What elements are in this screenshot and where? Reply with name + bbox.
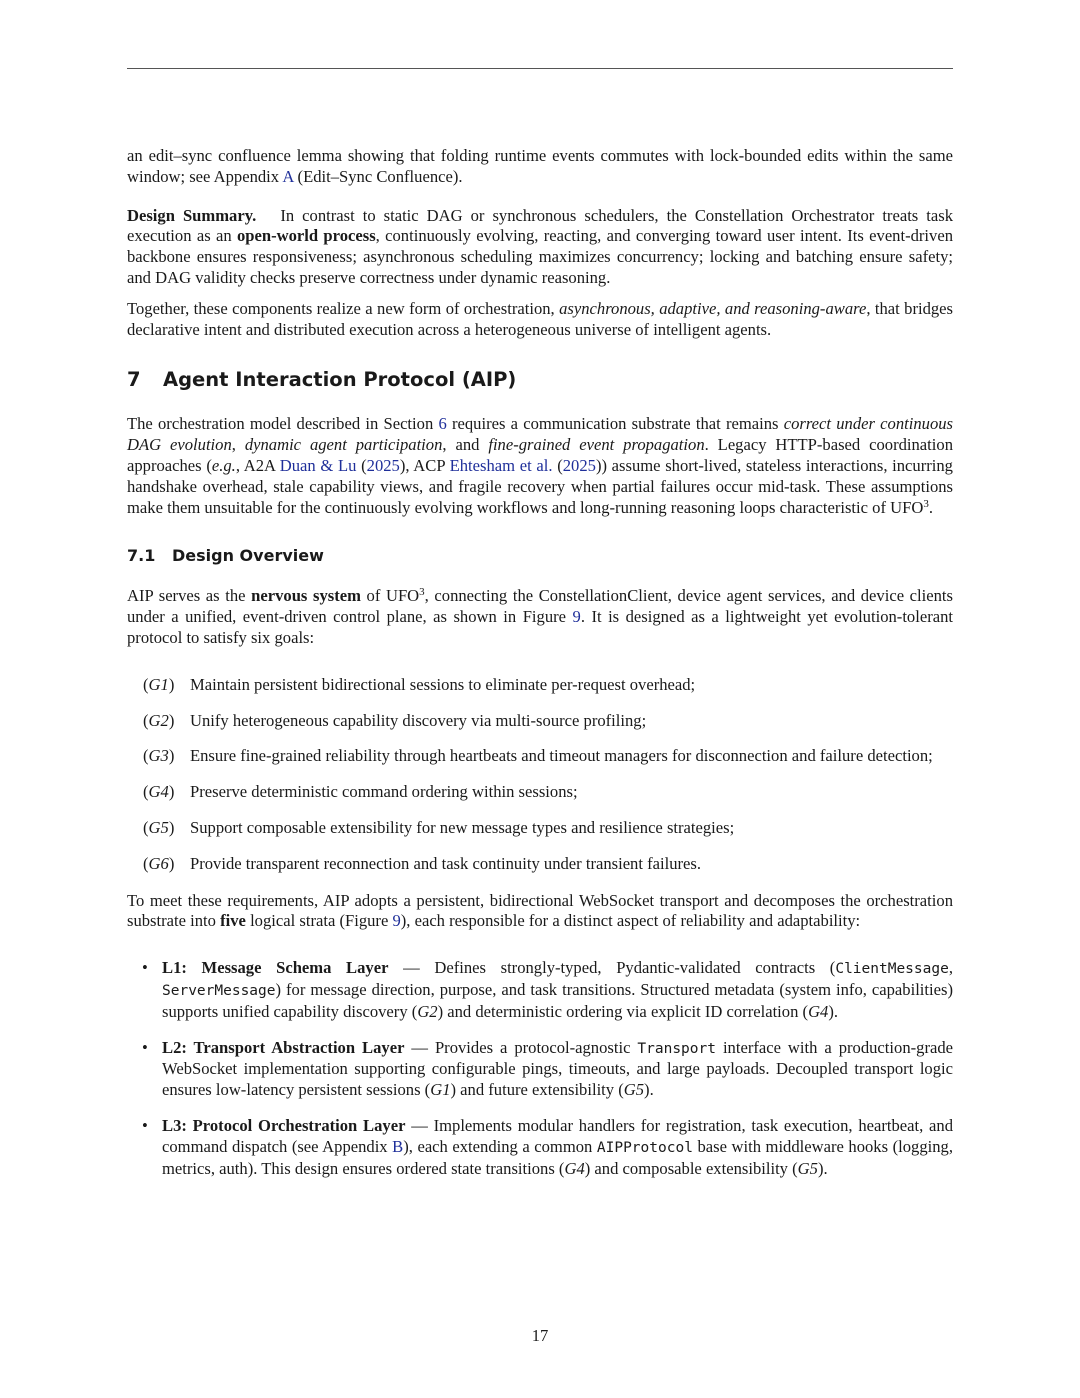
goal-tag: (G5) [143, 817, 175, 837]
section-7-paragraph: The orchestration model described in Section 6 requires a communication substrate that remains correct under continuous DAG evolution, dynamic agent participation, and fine-grained event propagation. Legacy HTTP-based coordination approaches (e.g., A2A Duan & Lu (2025), ACP Ehtesham et al. (2025)) assume short-lived, stateless interactions, incurring handshake overhead, stale capability views, and fragile recovery when partial failures occur mid-task. These assumptions make them unsuitable for the continuously evolving workflows and long-running reasoning loops characteristic of UFO$^3$. [127, 414, 953, 517]
bullet-icon: • [142, 1115, 148, 1135]
layers-list [127, 958, 953, 1179]
section-7-heading [127, 368, 953, 392]
figure-9-link[interactable]: 9 [572, 607, 581, 627]
design-summary-label: Design Summary. [127, 205, 257, 225]
citation-ehtesham-year[interactable]: 2025 [562, 455, 596, 475]
bullet-icon: • [142, 1037, 148, 1057]
goal-tag: (G2) [143, 710, 175, 730]
goal-item: (G4) Preserve deterministic command ordering within sessions; [143, 782, 578, 802]
layer-item-l3: • L3: Protocol Orchestration Layer — Implements modular handlers for registration, task execution, heartbeat, and command dispatch (see Appendix B), each extending a common AIPProtocol base with middleware hooks (logging, metrics, auth). This design ensures ordered state transitions (G4) and composable extensibility (G5). [142, 1115, 954, 1178]
goal-item: (G5) Support composable extensibility for new message types and resilience strategies; [143, 817, 735, 837]
goal-tag: (G6) [143, 853, 175, 873]
goal-item: (G6) Provide transparent reconnection and task continuity under transient failures. [143, 853, 702, 873]
goal-tag: (G1) [143, 674, 175, 694]
citation-duan-lu[interactable]: Duan & Lu [279, 455, 357, 475]
section-6-link[interactable]: 6 [438, 414, 447, 434]
citation-duan-lu-year[interactable]: 2025 [366, 455, 400, 475]
goals-list [127, 675, 953, 875]
goal-tag: (G3) [143, 746, 175, 766]
requirements-paragraph: To meet these requirements, AIP adopts a persistent, bidirectional WebSocket transport and decomposes the orchestration substrate into five logical strata (Figure 9), each responsible for a distinct aspect of reliability and adaptability: [127, 890, 953, 931]
figure-9-link[interactable]: 9 [392, 911, 401, 931]
goal-tag: (G4) [143, 782, 175, 802]
subsection-title: Design Overview [172, 546, 324, 566]
subsection-number: 7.1 [127, 546, 156, 566]
section-title: Agent Interaction Protocol (AIP) [163, 368, 517, 392]
bullet-icon: • [142, 958, 148, 978]
citation-ehtesham[interactable]: Ehtesham et al. [449, 455, 553, 475]
layer-item-l1: • L1: Message Schema Layer — Defines strongly-typed, Pydantic-validated contracts (ClientMessage, ServerMessage) for message direction, purpose, and task transitions. Structured metadata (system info, capabilities) supports unified capability discovery (G2) and deterministic ordering via explicit ID correlation (G4). [142, 958, 953, 1021]
together-paragraph: Together, these components realize a new form of orchestration, asynchronous, adaptive, and reasoning-aware, that bridges declarative intent and distributed execution across a heterogeneous universe of intelligent agents. [127, 298, 954, 339]
subsection-7-1-heading [127, 546, 953, 566]
layer-item-l2: • L2: Transport Abstraction Layer — Provides a protocol-agnostic Transport interface with a production-grade WebSocket implementation supporting configurable pings, timeouts, and large payloads. Decoupled transport logic ensures low-latency persistent sessions (G1) and future extensibility (G5). [142, 1037, 953, 1100]
design-overview-paragraph: AIP serves as the nervous system of UFO$^3$, connecting the ConstellationClient, device agent services, and device clients under a unified, event-driven control plane, as shown in Figure 9. It is designed as a lightweight yet evolution-tolerant protocol to satisfy six goals: [127, 586, 953, 647]
appendix-a-link[interactable]: A [282, 166, 294, 186]
design-summary-paragraph: Design Summary. In contrast to static DAG or synchronous schedulers, the Constellation Orchestrator treats task execution as an open-world process, continuously evolving, reacting, and converging toward user intent. Its event-driven backbone ensures responsiveness; asynchronous scheduling maximizes concurrency; locking and batching ensure safety; and DAG validity checks preserve correctness under dynamic reasoning. [127, 205, 954, 287]
section-number: 7 [127, 368, 141, 392]
goal-item: (G2) Unify heterogeneous capability discovery via multi-source profiling; [143, 710, 647, 730]
header-rule [127, 68, 953, 69]
goal-item: (G1) Maintain persistent bidirectional sessions to eliminate per-request overhead; [143, 674, 696, 694]
intro-paragraph: an edit–sync confluence lemma showing that folding runtime events commutes with lock-bounded edits within the same window; see Appendix A (Edit–Sync Confluence). [127, 146, 953, 186]
page-number: 17 [531, 1326, 549, 1345]
page-body [127, 146, 953, 1194]
goal-item: (G3) Ensure fine-grained reliability through heartbeats and timeout managers for disconnection and failure detection; [143, 746, 933, 766]
appendix-b-link[interactable]: B [392, 1136, 404, 1156]
